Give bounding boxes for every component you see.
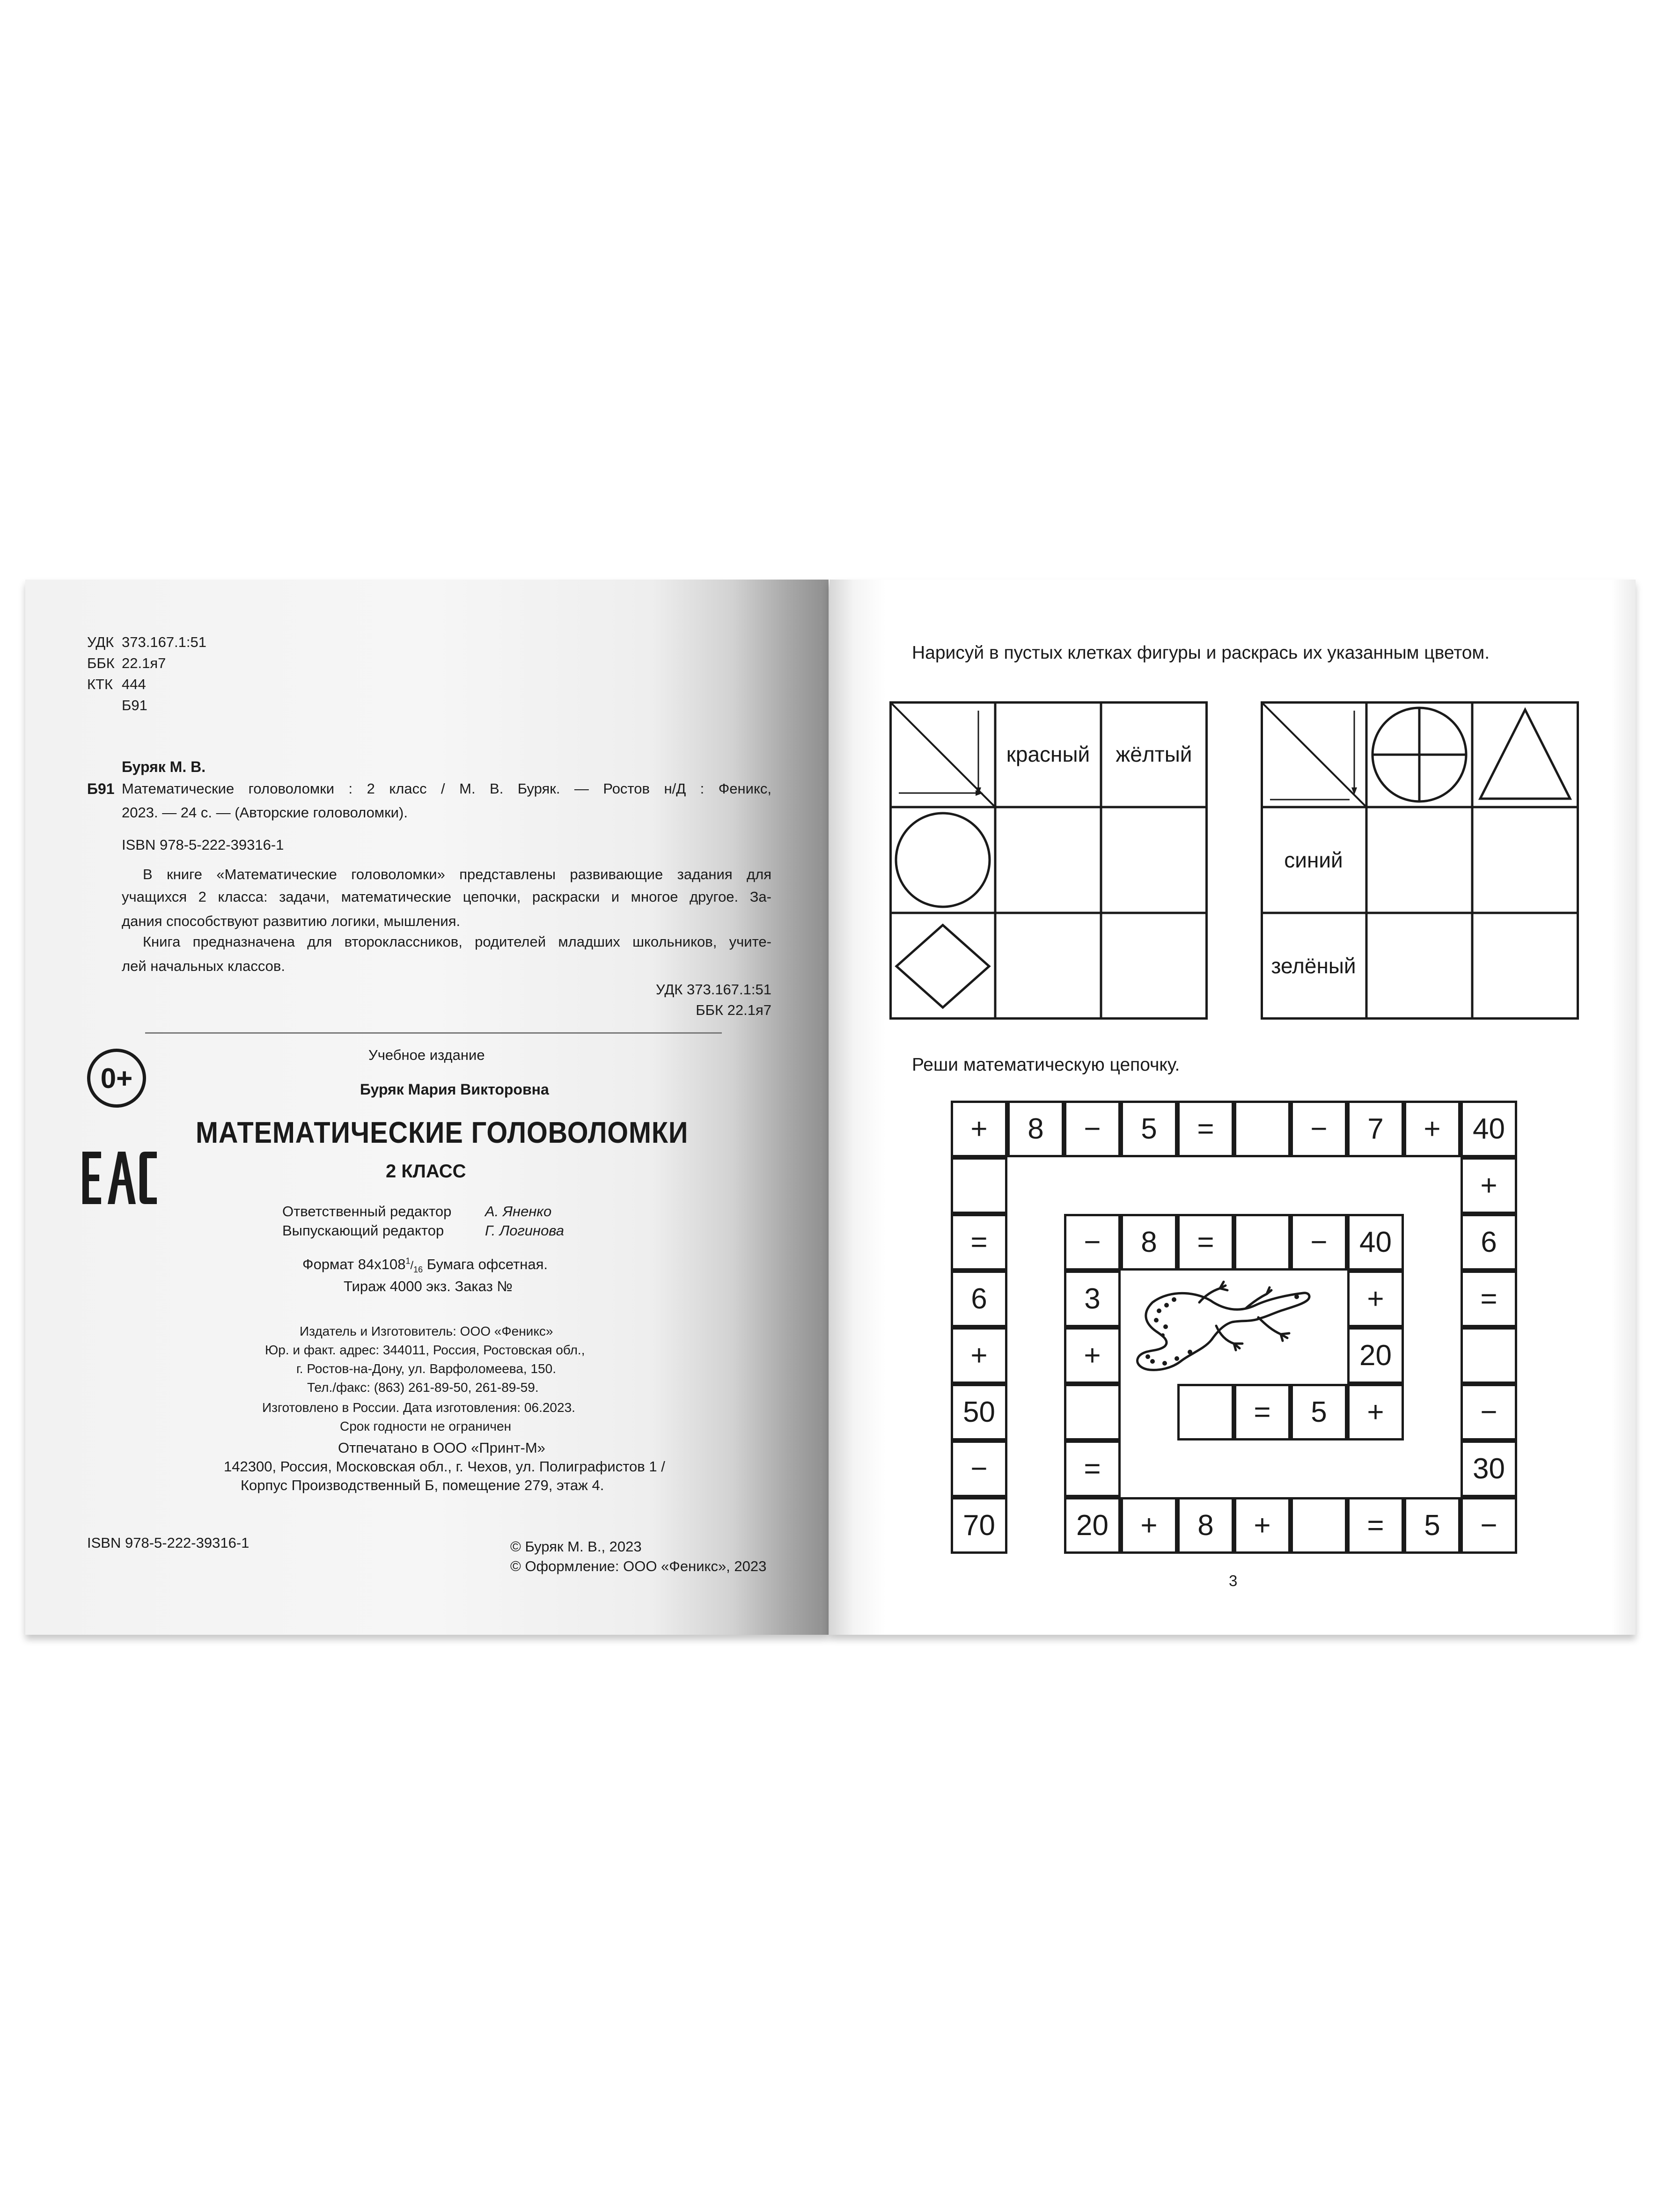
annotation-line-1: В книге «Математические головоломки» представлены развивающие задания для — [143, 866, 771, 882]
chain-cell[interactable]: 30 — [1461, 1440, 1517, 1497]
annotation-line-4: Книга предназначена для второклассников, родителей младших школьников, учите- — [143, 933, 771, 950]
chain-cell[interactable] — [951, 1157, 1007, 1214]
grid-1-empty-cell[interactable] — [995, 913, 1101, 1019]
circle-icon — [889, 807, 995, 913]
format-text: Формат 84x108 — [302, 1256, 406, 1272]
format-sub: 16 — [413, 1265, 423, 1275]
circle-cross-icon — [1366, 701, 1472, 807]
publisher-line-1: Издатель и Изготовитель: ООО «Феникс» — [300, 1324, 553, 1338]
triangle-icon — [1472, 701, 1578, 807]
divider — [145, 1032, 722, 1034]
chain-cell[interactable]: = — [1177, 1101, 1234, 1157]
annotation-line-2: учащихся 2 класса: задачи, математические цепочки, раскраски и многое другое. За- — [122, 889, 771, 905]
grid-2-empty-cell[interactable] — [1366, 807, 1472, 913]
chain-cell[interactable]: 8 — [1177, 1497, 1234, 1554]
print-run: Тираж 4000 экз. Заказ № — [344, 1278, 513, 1294]
chain-cell[interactable]: − — [1461, 1497, 1517, 1554]
chain-cell[interactable]: 5 — [1121, 1101, 1177, 1157]
printer-line-1: Отпечатано в ООО «Принт-М» — [338, 1440, 545, 1456]
chain-cell[interactable] — [1234, 1214, 1291, 1271]
chain-cell[interactable]: 50 — [951, 1384, 1007, 1440]
chain-cell[interactable]: 6 — [1461, 1214, 1517, 1271]
task-2-instruction: Реши математическую цепочку. — [912, 1055, 1180, 1075]
chain-cell[interactable]: − — [1291, 1214, 1347, 1271]
chain-cell[interactable]: = — [1177, 1214, 1234, 1271]
page-number: 3 — [1229, 1572, 1238, 1589]
grid-1-empty-cell[interactable] — [1101, 913, 1207, 1019]
editor-name-2: Г. Логинова — [485, 1222, 565, 1239]
chain-cell[interactable] — [1461, 1327, 1517, 1384]
editor-role-2: Выпускающий редактор — [282, 1222, 444, 1239]
grade-label: 2 КЛАСС — [386, 1161, 466, 1182]
catalog-code: Б91 — [122, 697, 147, 713]
chain-cell[interactable]: + — [1461, 1157, 1517, 1214]
chain-cell[interactable]: 6 — [951, 1271, 1007, 1327]
manufacture-line-2: Срок годности не ограничен — [340, 1419, 512, 1433]
grid-2-empty-cell[interactable] — [1366, 913, 1472, 1019]
bbk-value: 22.1я7 — [122, 655, 166, 671]
diamond-icon — [889, 913, 995, 1019]
editor-role-1: Ответственный редактор — [282, 1203, 452, 1220]
chain-cell[interactable]: 40 — [1461, 1101, 1517, 1157]
chain-cell[interactable]: + — [1347, 1384, 1404, 1440]
eac-mark-icon — [80, 1148, 159, 1209]
chain-cell[interactable]: = — [1064, 1440, 1121, 1497]
chain-cell[interactable]: − — [1064, 1214, 1121, 1271]
chain-cell[interactable]: 70 — [951, 1497, 1007, 1554]
copyright-line-1: © Буряк М. В., 2023 — [510, 1538, 642, 1555]
book-title: МАТЕМАТИЧЕСКИЕ ГОЛОВОЛОМКИ — [196, 1116, 689, 1149]
chain-cell[interactable]: − — [1461, 1384, 1517, 1440]
age-rating-badge: 0+ — [87, 1049, 146, 1108]
grid-2-empty-cell[interactable] — [1472, 807, 1578, 913]
chain-cell[interactable]: = — [1347, 1497, 1404, 1554]
chain-cell[interactable]: 5 — [1404, 1497, 1461, 1554]
format-paper: Бумага офсетная. — [426, 1256, 548, 1272]
chain-cell[interactable]: + — [951, 1327, 1007, 1384]
manufacture-line-1: Изготовлено в России. Дата изготовления: 06.2023. — [262, 1400, 575, 1415]
chain-cell[interactable] — [1177, 1384, 1234, 1440]
chain-cell[interactable]: 8 — [1121, 1214, 1177, 1271]
grid-1-empty-cell[interactable] — [1101, 807, 1207, 913]
grid-2-color-green: зелёный — [1271, 954, 1356, 978]
entry-line-2: 2023. — 24 с. — (Авторские головоломки). — [122, 804, 408, 821]
chain-cell[interactable]: 8 — [1007, 1101, 1064, 1157]
chain-cell[interactable]: + — [1234, 1497, 1291, 1554]
chain-cell[interactable]: = — [1234, 1384, 1291, 1440]
ktk-value: 444 — [122, 676, 146, 692]
entry-isbn: ISBN 978-5-222-39316-1 — [122, 837, 284, 853]
grid-2-color-blue: синий — [1284, 848, 1343, 872]
copyright-line-2: © Оформление: ООО «Феникс», 2023 — [510, 1558, 767, 1574]
chain-cell[interactable]: 20 — [1064, 1497, 1121, 1554]
udk-label: УДК — [87, 634, 114, 650]
chain-cell[interactable] — [1291, 1497, 1347, 1554]
printer-line-2: 142300, Россия, Московская обл., г. Чехов, ул. Полиграфистов 1 / — [224, 1458, 665, 1475]
isbn-bottom: ISBN 978-5-222-39316-1 — [87, 1535, 250, 1551]
format-line: Формат $84x108^1/_{16}$ Бумага офсетная. — [302, 1256, 548, 1275]
grid-1-color-yellow: жёлтый — [1116, 742, 1192, 766]
publisher-line-3: г. Ростов-на-Дону, ул. Варфоломеева, 150. — [296, 1361, 556, 1376]
chain-cell[interactable]: + — [1064, 1327, 1121, 1384]
chain-cell[interactable]: − — [951, 1440, 1007, 1497]
entry-code: Б91 — [87, 780, 115, 797]
author-heading: Буряк М. В. — [122, 758, 206, 775]
chain-cell[interactable]: + — [1404, 1101, 1461, 1157]
chain-cell[interactable]: = — [1461, 1271, 1517, 1327]
format-sup: 1 — [405, 1256, 411, 1266]
grid-1-empty-cell[interactable] — [995, 807, 1101, 913]
editor-name-1: А. Яненко — [485, 1203, 552, 1220]
udk-value: 373.167.1:51 — [122, 634, 207, 650]
lizard-illustration — [1120, 1270, 1316, 1382]
shape-grid-2[interactable] — [1261, 701, 1579, 1020]
chain-cell[interactable]: − — [1064, 1101, 1121, 1157]
index-udk: УДК 373.167.1:51 — [656, 981, 771, 998]
author-full-name: Буряк Мария Викторовна — [360, 1081, 549, 1098]
edition-type: Учебное издание — [368, 1047, 485, 1063]
chain-cell[interactable]: + — [1347, 1271, 1404, 1327]
chain-cell[interactable]: 7 — [1347, 1101, 1404, 1157]
annotation-line-3: дания способствуют развитию логики, мышления. — [122, 913, 461, 929]
publisher-line-2: Юр. и факт. адрес: 344011, Россия, Ростовская обл., — [265, 1343, 585, 1357]
chain-cell[interactable] — [1064, 1384, 1121, 1440]
chain-cell[interactable]: − — [1291, 1101, 1347, 1157]
chain-cell[interactable]: 20 — [1347, 1327, 1404, 1384]
grid-2-empty-cell[interactable] — [1472, 913, 1578, 1019]
bbk-label: ББК — [87, 655, 115, 671]
chain-cell[interactable]: 3 — [1064, 1271, 1121, 1327]
chain-cell[interactable] — [1234, 1101, 1291, 1157]
left-page — [25, 580, 829, 1635]
chain-cell[interactable]: 40 — [1347, 1214, 1404, 1271]
chain-cell[interactable]: + — [1121, 1497, 1177, 1554]
shape-grid-1[interactable] — [889, 701, 1208, 1020]
entry-line-1: Математические головоломки : 2 класс / М. В. Буряк. — Ростов н/Д : Феникс, — [122, 780, 771, 797]
chain-cell[interactable]: + — [951, 1101, 1007, 1157]
annotation-line-5: лей начальных классов. — [122, 958, 285, 974]
publisher-line-4: Тел./факс: (863) 261-89-50, 261-89-59. — [307, 1380, 539, 1395]
chain-cell[interactable]: = — [951, 1214, 1007, 1271]
grid-1-color-red: красный — [1006, 742, 1090, 766]
index-bbk: ББК 22.1я7 — [696, 1002, 771, 1018]
task-1-instruction: Нарисуй в пустых клетках фигуры и раскрась их указанным цветом. — [912, 643, 1490, 663]
printer-line-3: Корпус Производственный Б, помещение 279, этаж 4. — [241, 1477, 604, 1493]
ktk-label: КТК — [87, 676, 113, 692]
chain-cell[interactable]: 5 — [1291, 1384, 1347, 1440]
